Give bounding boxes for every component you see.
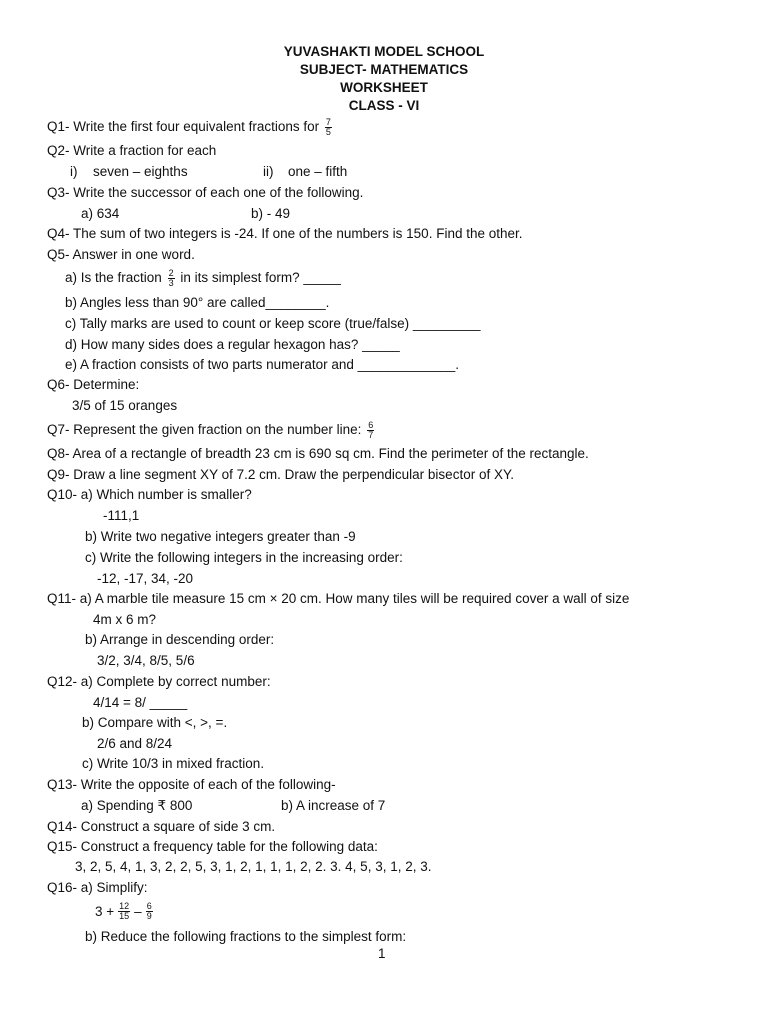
q11-a-cont: 4m x 6 m?: [93, 612, 157, 627]
question-9: Q9- Draw a line segment XY of 7.2 cm. Draw the perpendicular bisector of XY.: [47, 467, 514, 482]
q11-b-sub: 3/2, 3/4, 8/5, 5/6: [97, 653, 195, 668]
q10-c-sub: -12, -17, 34, -20: [97, 571, 194, 586]
fraction-numerator: 2: [168, 268, 174, 278]
question-text: Q7- Represent the given fraction on the number line:: [47, 422, 362, 438]
q10-part-c: c) Write the following integers in the increasing order:: [85, 550, 403, 565]
q5-part-e: e) A fraction consists of two parts numerator and _____________.: [65, 357, 459, 372]
fraction: [118, 902, 130, 921]
q2-item-ii-label: ii): [263, 164, 274, 179]
q12-a-sub: 4/14 = 8/ _____: [93, 695, 188, 710]
question-10: Q10- a) Which number is smaller?: [47, 487, 252, 502]
q10-a-sub: -111,1: [103, 508, 140, 523]
fraction-denominator: 15: [119, 911, 130, 921]
minus-sign: –: [134, 903, 142, 919]
page-number: 1: [378, 946, 386, 961]
fraction-numerator: 6: [146, 901, 152, 911]
question-16: Q16- a) Simplify:: [47, 880, 148, 895]
q5-a-text-end: in its simplest form? _____: [180, 270, 341, 286]
fraction-numerator: 12: [119, 901, 130, 911]
q13-part-a: a) Spending ₹ 800: [81, 798, 193, 813]
q5-part-b: b) Angles less than 90° are called________.: [65, 295, 330, 310]
fraction-denominator: 5: [325, 127, 331, 137]
question-11: Q11- a) A marble tile measure 15 cm × 20 cm. How many tiles will be required cover a wall of size: [47, 591, 630, 606]
fraction: [146, 902, 153, 921]
question-4: Q4- The sum of two integers is -24. If one of the numbers is 150. Find the other.: [47, 226, 523, 241]
q11-part-b: b) Arrange in descending order:: [85, 632, 275, 647]
subject-title: SUBJECT- MATHEMATICS: [299, 62, 469, 77]
question-2: Q2- Write a fraction for each: [47, 143, 217, 158]
q10-part-b: b) Write two negative integers greater than -9: [85, 529, 356, 544]
q6-sub: 3/5 of 15 oranges: [72, 398, 178, 413]
class-title: CLASS - VI: [348, 98, 420, 113]
expr-term: 3 +: [95, 903, 115, 919]
question-1: [47, 118, 334, 137]
question-13: Q13- Write the opposite of each of the following-: [47, 777, 336, 792]
question-5: Q5- Answer in one word.: [47, 247, 195, 262]
fraction-denominator: 9: [146, 911, 152, 921]
worksheet-title: WORKSHEET: [340, 80, 428, 95]
q2-item-i-label: i): [70, 164, 78, 179]
q16-expression: [93, 902, 155, 921]
question-3: Q3- Write the successor of each one of the following.: [47, 185, 364, 200]
question-7: [47, 421, 376, 440]
q13-part-b: b) A increase of 7: [281, 798, 386, 813]
question-text: Q1- Write the first four equivalent fractions for: [47, 119, 320, 135]
q15-data: 3, 2, 5, 4, 1, 3, 2, 2, 5, 3, 1, 2, 1, 1, 1, 2, 2. 3. 4, 5, 3, 1, 2, 3.: [75, 859, 432, 874]
fraction-denominator: 7: [368, 430, 374, 440]
school-name: YUVASHAKTI MODEL SCHOOL: [283, 44, 485, 59]
math-expression: [93, 902, 155, 921]
q2-item-i: seven – eighths: [93, 164, 188, 179]
q12-part-b: b) Compare with <, >, =.: [82, 715, 228, 730]
q5-part-a: [65, 269, 341, 288]
q12-part-c: c) Write 10/3 in mixed fraction.: [82, 756, 265, 771]
fraction: [367, 421, 374, 440]
q2-item-ii: one – fifth: [288, 164, 348, 179]
question-12: Q12- a) Complete by correct number:: [47, 674, 271, 689]
fraction-numerator: 6: [368, 420, 374, 430]
fraction-denominator: 3: [168, 278, 174, 288]
question-14: Q14- Construct a square of side 3 cm.: [47, 819, 276, 834]
q5-part-c: c) Tally marks are used to count or keep score (true/false) _________: [65, 316, 481, 331]
q12-b-sub: 2/6 and 8/24: [97, 736, 173, 751]
question-15: Q15- Construct a frequency table for the following data:: [47, 839, 378, 854]
q16-part-b: b) Reduce the following fractions to the simplest form:: [85, 929, 407, 944]
q3-part-a: a) 634: [81, 206, 120, 221]
q5-a-text: a) Is the fraction: [65, 270, 162, 286]
fraction-numerator: 7: [325, 117, 331, 127]
q5-part-d: d) How many sides does a regular hexagon has? _____: [65, 337, 400, 352]
fraction: [168, 269, 175, 288]
q3-part-b: b) - 49: [251, 206, 291, 221]
fraction: [325, 118, 332, 137]
question-8: Q8- Area of a rectangle of breadth 23 cm is 690 sq cm. Find the perimeter of the rectangle.: [47, 446, 589, 461]
question-6: Q6- Determine:: [47, 377, 140, 392]
